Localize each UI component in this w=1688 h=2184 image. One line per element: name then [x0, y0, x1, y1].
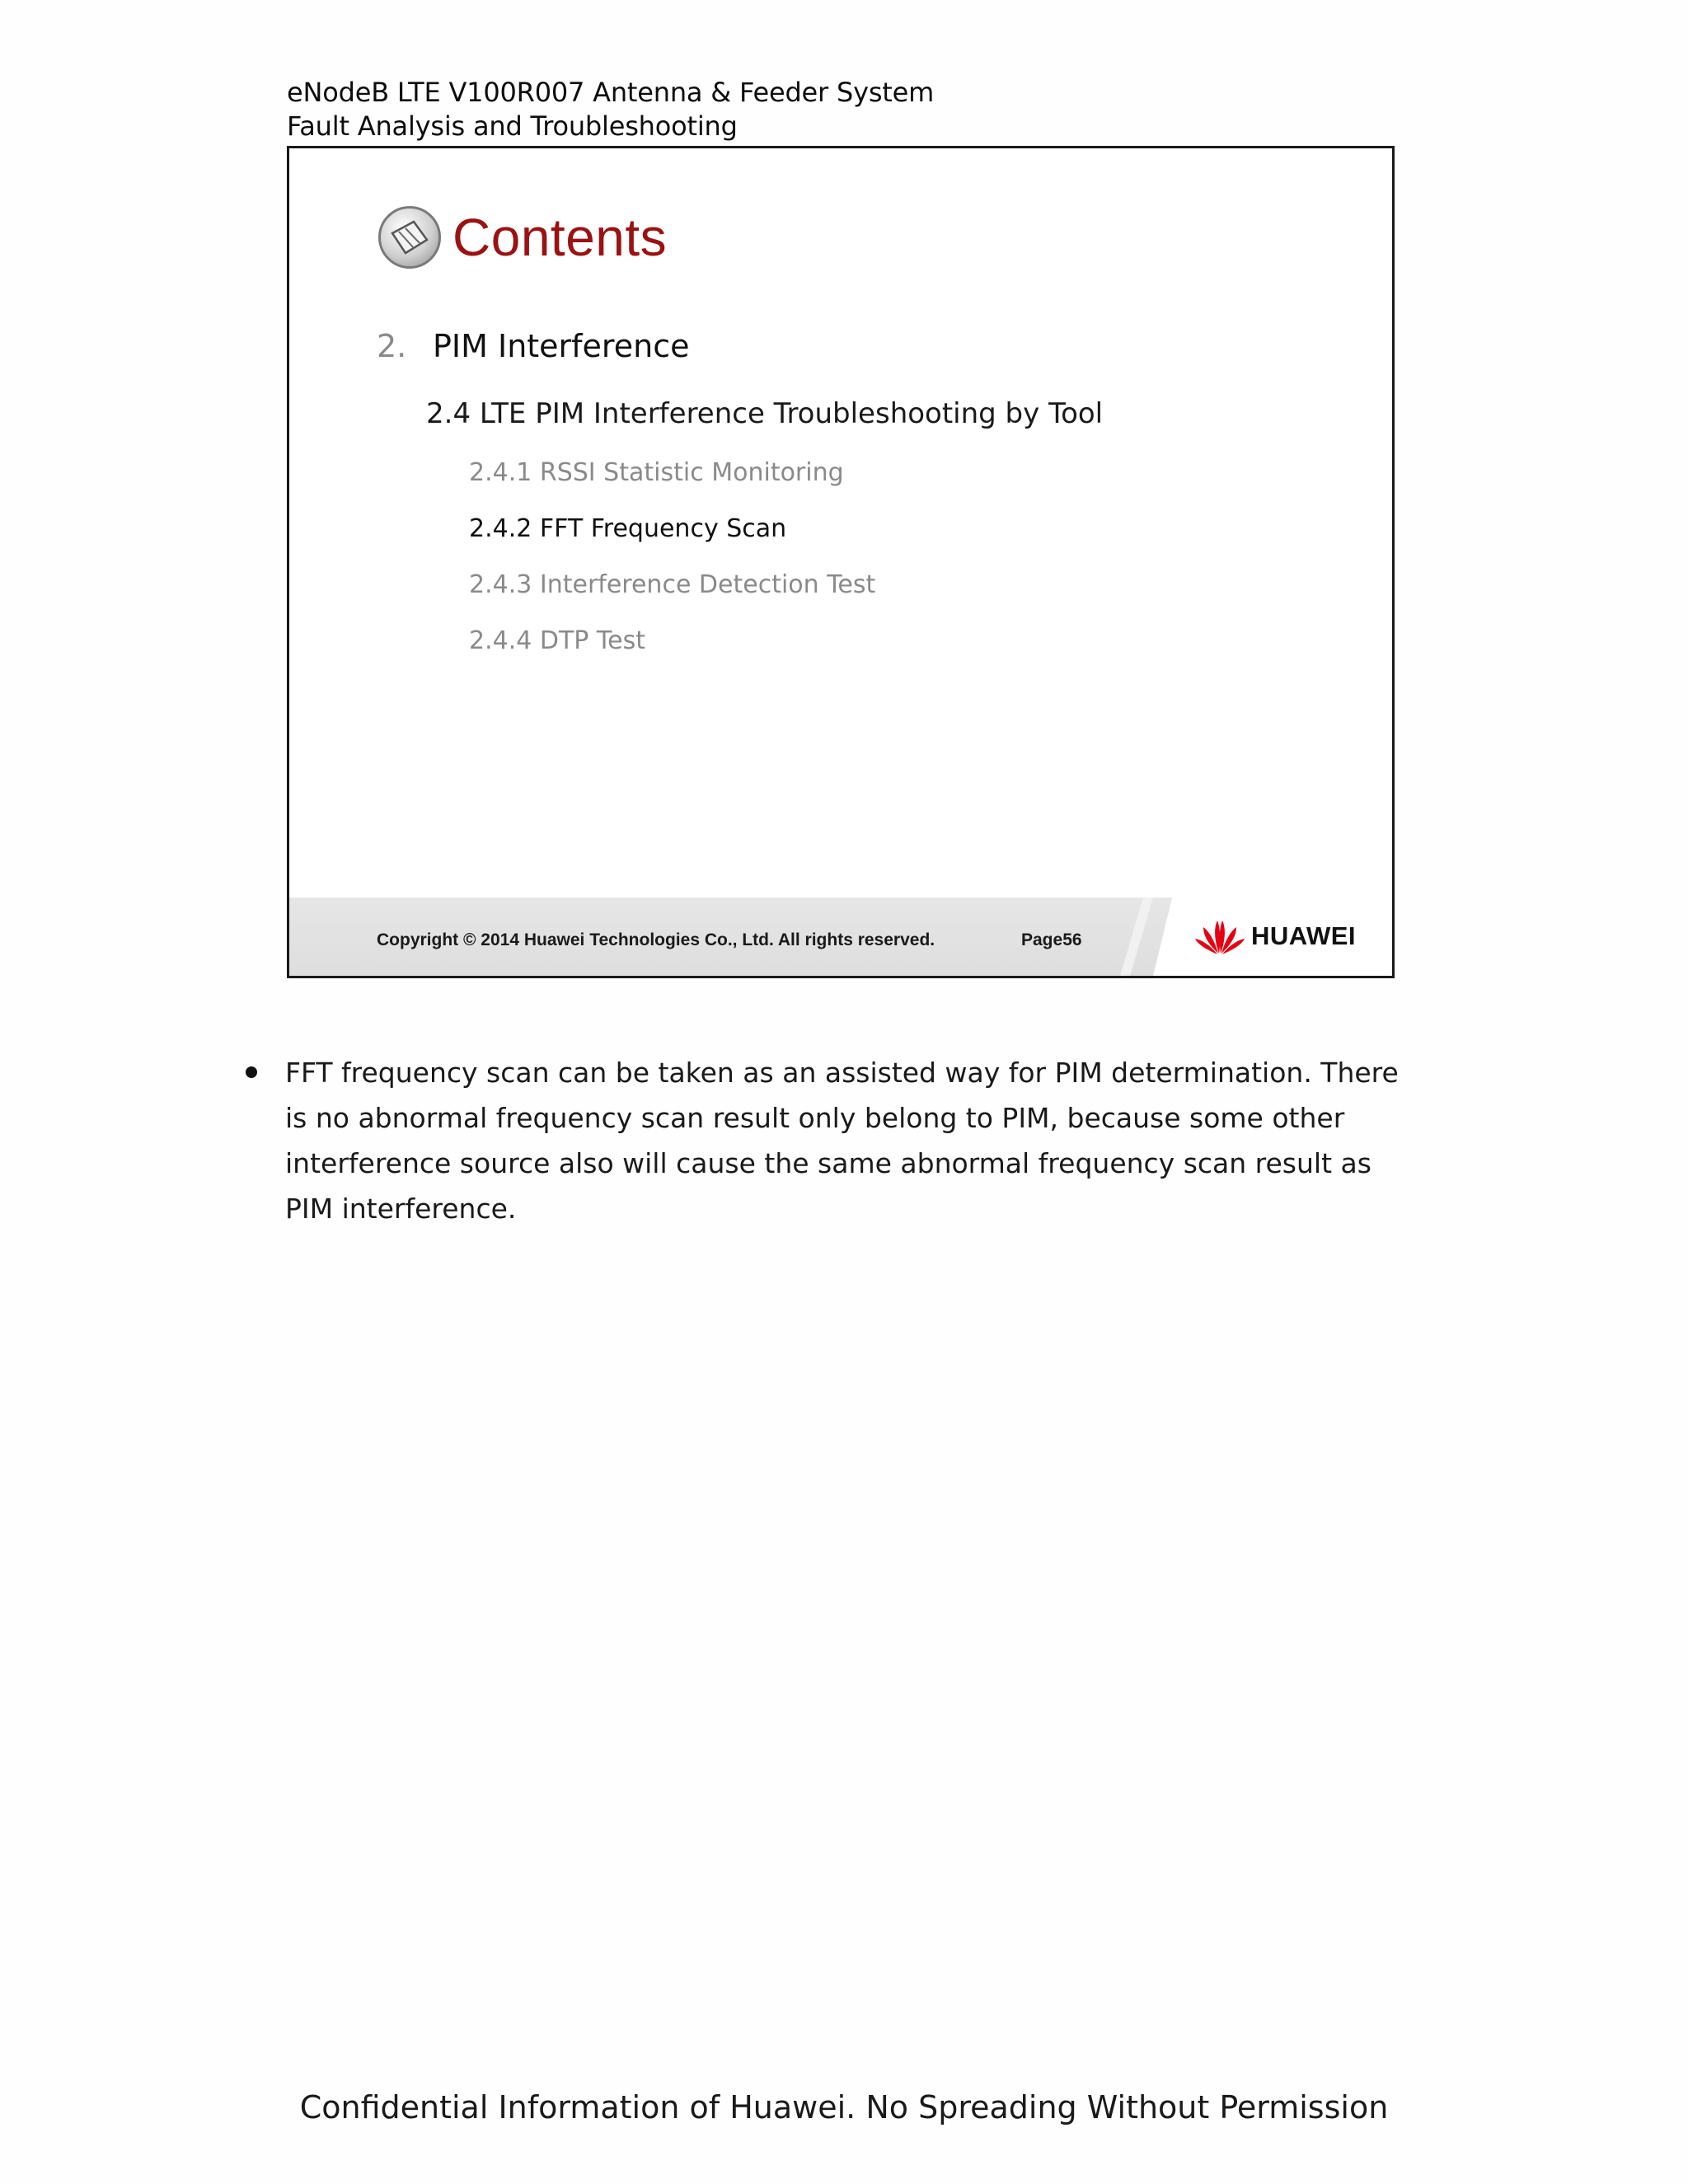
- slide-footer: [289, 898, 1392, 976]
- body-bullet: [246, 1050, 1416, 1231]
- toc-section-title: PIM Interference: [433, 328, 690, 364]
- huawei-wordmark: HUAWEI: [1251, 921, 1356, 950]
- toc-item-dtp: 2.4.4 DTP Test: [469, 626, 645, 655]
- huawei-logo: [1193, 917, 1356, 955]
- toc-item-fft-active: 2.4.2 FFT Frequency Scan: [469, 514, 787, 543]
- bullet-dot-icon: [246, 1066, 257, 1078]
- slide-title-row: [378, 206, 667, 269]
- footer-page-number: Page56: [1021, 930, 1082, 949]
- bullet-text: FFT frequency scan can be taken as an assisted way for PIM determination. There is no abnormal frequency scan result only belong to PIM, because some other interference source also will cause the same abnormal frequency scan result as PIM interference.: [285, 1057, 1399, 1225]
- toc-item-detection: 2.4.3 Interference Detection Test: [469, 570, 876, 599]
- footer-copyright: Copyright © 2014 Huawei Technologies Co., Ltd. All rights reserved.: [377, 930, 935, 949]
- confidential-footer: Confidential Information of Huawei. No Spreading Without Permission: [299, 2089, 1389, 2125]
- slide-frame: [287, 146, 1395, 978]
- toc-section-number: 2.: [377, 328, 407, 364]
- huawei-petals-icon: [1193, 917, 1246, 955]
- toc-item-rssi: 2.4.1 RSSI Statistic Monitoring: [469, 458, 844, 487]
- header-line-2: Fault Analysis and Troubleshooting: [287, 110, 738, 142]
- header-line-1: eNodeB LTE V100R007 Antenna & Feeder System: [287, 77, 935, 108]
- slide-title: Contents: [452, 208, 668, 267]
- disc-icon: [378, 206, 441, 269]
- toc-subsection: 2.4 LTE PIM Interference Troubleshooting by Tool: [426, 397, 1104, 430]
- toc-section: [377, 328, 689, 364]
- document-header: [287, 76, 934, 143]
- footer-stripe: [1120, 898, 1153, 976]
